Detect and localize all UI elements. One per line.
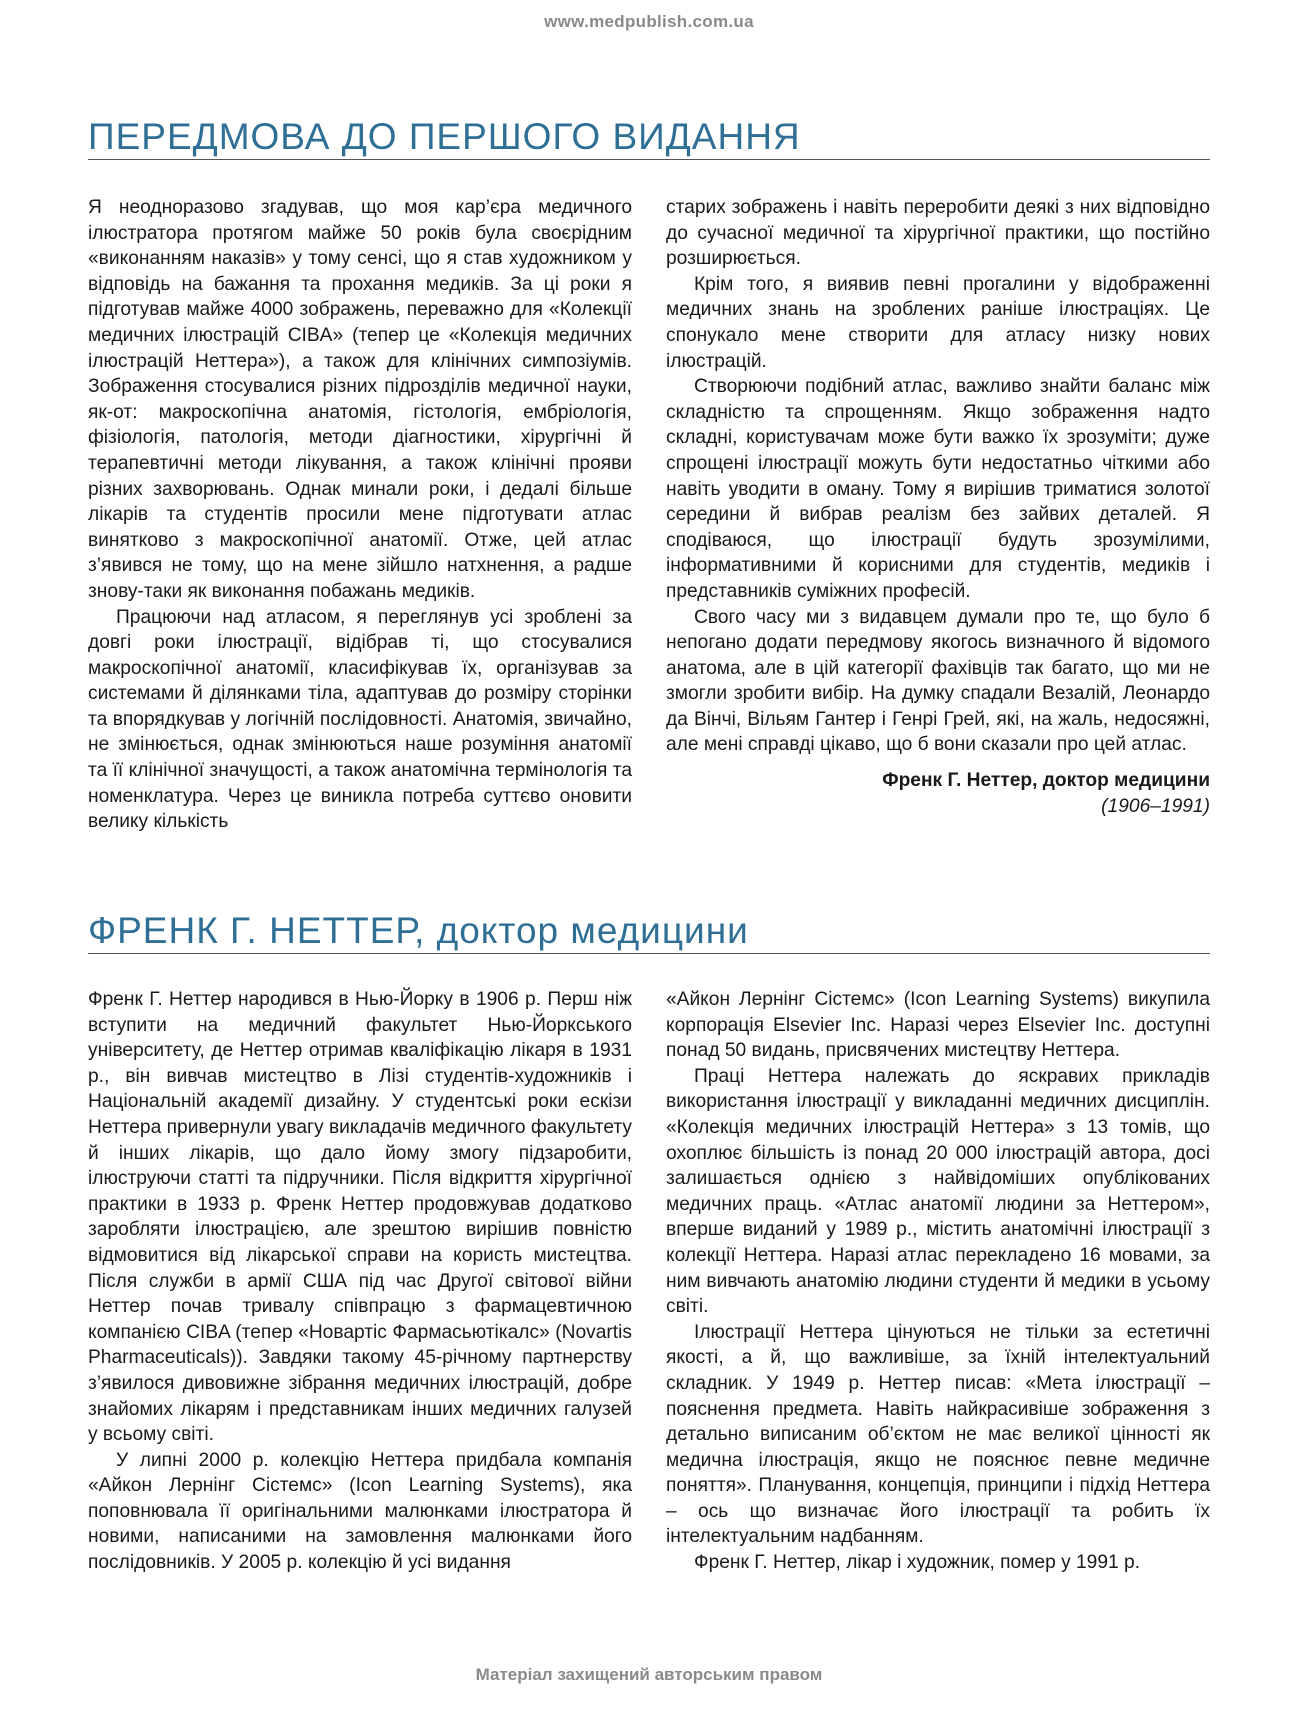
paragraph: старих зображень і навіть переробити деякі з них відповідно до сучасної медичної та хірургічної практики, що постійно розширюється. [666,197,1210,270]
watermark-url: www.medpublish.com.ua [544,12,754,31]
preface-column-right [666,195,1210,835]
preface-body [88,195,1210,835]
copyright-footer: Матеріал захищений авторським правом [475,1665,823,1684]
biography-body [88,987,1210,1576]
preface-column-left [88,195,632,835]
paragraph: Свого часу ми з видавцем думали про те, що було б непогано додати передмову якогось визначного й відомого анатома, але в цій категорії фахівців так багато, що ми не змогли зробити вибір. На думку спадали Везалій, Леонардо да Вінчі, Вільям Гантер і Генрі Грей, які, на жаль, недосяжні, але мені справді цікаво, що б вони сказали про цей атлас. [666,606,1210,756]
paragraph: Ілюстрації Неттера цінуються не тільки за естетичні якості, а й, що важливіше, за їхній інтелектуальний складник. У 1949 р. Неттер писав: «Мета ілюстрації – пояснення предмета. Навіть найкрасивіше зображення з детально виписаним об’єктом не має великої цінності як медична ілюстрація, якщо не пояснює певне медичне поняття». Планування, концепція, принципи і підхід Неттера – ось що визначає його ілюстрації та робить їх інтелектуальним надбанням. [666,1321,1210,1548]
paragraph: У липні 2000 р. колекцію Неттера придбала компанія «Айкон Лернінг Сістемс» (Icon Learning Systems), яка поповнювала її оригінальними малюнками ілюстратора й новими, написаними на замовлення малюнками його послідовників. У 2005 р. колекцію й усі видання [88,1449,632,1574]
signature-years: (1906–1991) [1101,796,1210,818]
section-title-biography: ФРЕНК Г. НЕТТЕР, доктор медицини [88,912,1210,954]
paragraph: Френк Г. Неттер, лікар і художник, помер у 1991 р. [694,1552,1141,1574]
section-title-preface: ПЕРЕДМОВА ДО ПЕРШОГО ВИДАННЯ [88,118,1210,160]
paragraph: Крім того, я виявив певні прогалини у відображенні медичних знань на зроблених раніше ілюстраціях. Це спонукало мене створити для атласу низку нових ілюстрацій. [666,273,1210,372]
paragraph: «Айкон Лернінг Сістемс» (Icon Learning Systems) викупила корпорація Elsevier Inc. Наразі через Elsevier Inc. доступні понад 50 видань, присвячених мистецтву Неттера. [666,989,1210,1062]
signature [666,768,1210,820]
paragraph: Френк Г. Неттер народився в Нью-Йорку в 1906 р. Перш ніж вступити на медичний факультет Нью-Йоркського університету, де Неттер отримав кваліфікацію лікаря в 1931 р., він вивчав мистецтво в Лізі студентів-художників і Національній академії дизайну. У студентські роки ескізи Неттера привернули увагу викладачів медичного факультету й інших лікарів, що дало йому змогу підзаробити, ілюструючи статті та підручники. Після відкриття хірургічної практики в 1933 р. Френк Неттер продовжував додатково заробляти ілюстрацією, але зрештою вирішив повністю відмовитися від лікарської справи на користь мистецтва. Після служби в армії США під час Другої світової війни Неттер почав тривалу співпрацю з фармацевтичною компанією CIBA (тепер «Новартіс Фармасьютікалс» (Novartis Pharmaceuticals)). Завдяки такому 45-річному партнерству з’явилося дивовижне зібрання медичних ілюстрацій, добре знайомих лікарям і представникам інших медичних галузей у всьому світі. [88,989,632,1446]
paragraph: Я неодноразово згадував, що моя кар’єра медичного ілюстратора протягом майже 50 років була своєрідним «виконанням наказів» у тому сенсі, що я став художником у відповідь на бажання та прохання медиків. За ці роки я підготував майже 4000 зображень, переважно для «Колекції медичних ілюстрацій CIBA» (тепер це «Колекція медичних ілюстрацій Неттера»), а також для клінічних симпозіумів. Зображення стосувалися різних підрозділів медичної науки, як-от: макроскопічна анатомія, гістологія, ембріологія, фізіологія, патологія, методи діагностики, хірургічні й терапевтичні методи лікування, а також клінічні прояви різних захворювань. Однак минали роки, і дедалі більше лікарів та студентів просили мене підготувати атлас винятково з макроскопічної анатомії. Отже, цей атлас з’явився не тому, що на мене зійшло натхнення, а радше знову-таки як виконання побажань медиків. [88,197,632,602]
signature-name: Френк Г. Неттер, доктор медицини [882,770,1210,792]
paragraph: Створюючи подібний атлас, важливо знайти баланс між складністю та спрощенням. Якщо зображення надто складні, користувачам може бути важко їх зрозуміти; дуже спрощені ілюстрації можуть бути недостатньо чіткими або навіть уводити в оману. Тому я вирішив триматися золотої середини й вибрав реалізм без зайвих деталей. Я сподіваюся, що ілюстрації будуть зрозумілими, інформативними й корисними для студентів, медиків і представників суміжних професій. [666,376,1210,602]
biography-column-left [88,987,632,1576]
biography-column-right [666,987,1210,1576]
paragraph: Праці Неттера належать до яскравих прикладів використання ілюстрації у викладанні медичних дисциплін. «Колекція медичних ілюстрацій Неттера» з 13 томів, що охоплює більшість із понад 20 000 ілюстрацій автора, досі залишається однією з найвідоміших опублікованих медичних праць. «Атлас анатомії людини за Неттером», вперше виданий у 1989 р., містить анатомічні ілюстрації з колекції Неттера. Наразі атлас перекладено 16 мовами, за ним вивчають анатомію людини студенти й медики в усьому світі. [666,1065,1210,1318]
paragraph: Працюючи над атласом, я переглянув усі зроблені за довгі роки ілюстрації, відібрав ті, що стосувалися макроскопічної анатомії, класифікував їх, організував за системами й ділянками тіла, адаптував до розміру сторінки та впорядкував у логічній послідовності. Анатомія, звичайно, не змінюється, однак змінюються наше розуміння анатомії та її клінічної значущості, а також анатомічна термінологія та номенклатура. Через це виникла потреба суттєво оновити велику кількість [88,606,633,833]
